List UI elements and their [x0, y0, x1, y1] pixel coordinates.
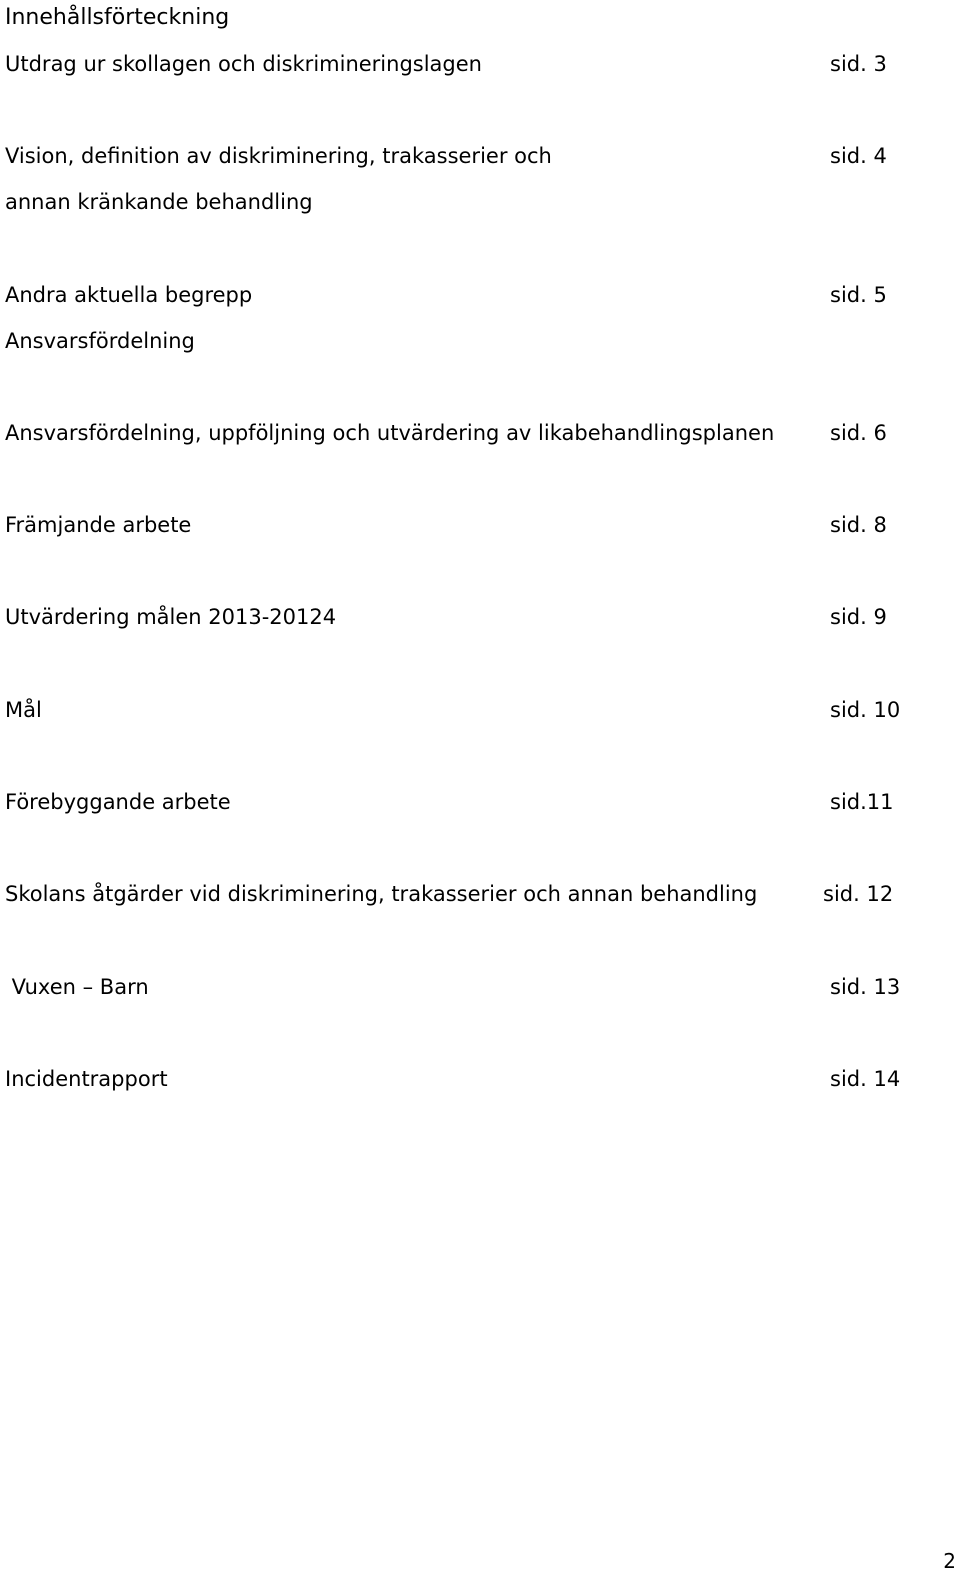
toc-heading: Innehållsförteckning: [5, 5, 230, 30]
toc-entry-page: sid. 10: [830, 698, 901, 722]
toc-entry-page: sid. 12: [823, 882, 894, 906]
toc-entry-title: Mål: [5, 698, 42, 722]
toc-entry-title: Vuxen – Barn: [5, 975, 149, 999]
toc-entry-page: sid.11: [830, 790, 894, 814]
toc-entry-title: Främjande arbete: [5, 513, 192, 537]
toc-entry-page: sid. 8: [830, 513, 887, 537]
toc-entry-title: Skolans åtgärder vid diskriminering, trakasserier och annan behandling: [5, 882, 758, 906]
toc-entry-title: Utdrag ur skollagen och diskrimineringslagen: [5, 52, 482, 76]
toc-entry-page: sid. 3: [830, 52, 887, 76]
toc-entry-title-continued: annan kränkande behandling: [5, 190, 313, 214]
toc-entry-title: Utvärdering målen 2013-20124: [5, 605, 337, 629]
toc-entry-page: sid. 6: [830, 421, 887, 445]
toc-entry-title: Vision, definition av diskriminering, trakasserier och: [5, 144, 552, 168]
toc-entry-page: sid. 5: [830, 283, 887, 307]
toc-entry-title: Incidentrapport: [5, 1067, 168, 1091]
toc-entry-title: Ansvarsfördelning, uppföljning och utvärdering av likabehandlingsplanen: [5, 421, 775, 445]
toc-entry-page: sid. 9: [830, 605, 887, 629]
toc-entry-page: sid. 4: [830, 144, 887, 168]
page-number: 2: [943, 1549, 956, 1573]
toc-entry-title-continued: Ansvarsfördelning: [5, 329, 195, 353]
toc-entry-page: sid. 13: [830, 975, 901, 999]
toc-entry-title: Andra aktuella begrepp: [5, 283, 253, 307]
toc-entry-title: Förebyggande arbete: [5, 790, 231, 814]
toc-entry-page: sid. 14: [830, 1067, 901, 1091]
